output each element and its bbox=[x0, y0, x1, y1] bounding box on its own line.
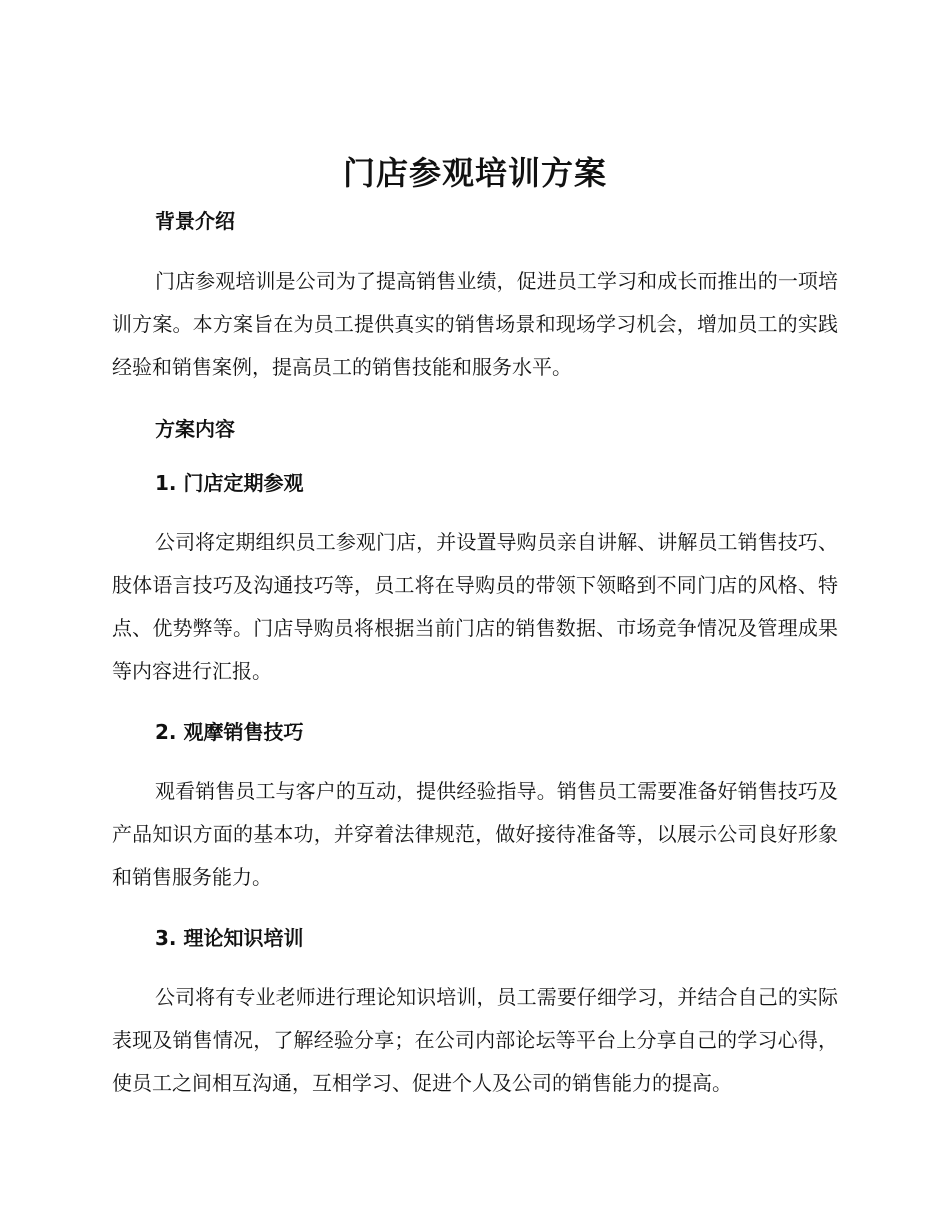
paragraph-theory-training: 公司将有专业老师进行理论知识培训，员工需要仔细学习，并结合自己的实际表现及销售情况，了解经验分享；在公司内部论坛等平台上分享自己的学习心得，使员工之间相互沟通，互相学习、促进个人及公司的销售能力的提高。 bbox=[112, 985, 838, 1095]
section-heading-content: 方案内容 bbox=[155, 417, 235, 441]
subsection-heading-theory-training: 3. 理论知识培训 bbox=[155, 926, 304, 950]
subsection-heading-store-visit: 1. 门店定期参观 bbox=[155, 471, 304, 495]
paragraph-store-visit: 公司将定期组织员工参观门店，并设置导购员亲自讲解、讲解员工销售技巧、肢体语言技巧及沟通技巧等，员工将在导购员的带领下领略到不同门店的风格、特点、优势弊等。门店导购员将根据当前门店的销售数据、市场竞争情况及管理成果等内容进行汇报。 bbox=[112, 530, 838, 683]
subsection-heading-sales-observation: 2. 观摩销售技巧 bbox=[155, 720, 304, 744]
paragraph-background: 门店参观培训是公司为了提高销售业绩，促进员工学习和成长而推出的一项培训方案。本方案旨在为员工提供真实的销售场景和现场学习机会，增加员工的实践经验和销售案例，提高员工的销售技能和服务水平。 bbox=[112, 269, 838, 379]
paragraph-sales-observation: 观看销售员工与客户的互动，提供经验指导。销售员工需要准备好销售技巧及产品知识方面的基本功，并穿着法律规范，做好接待准备等，以展示公司良好形象和销售服务能力。 bbox=[112, 779, 838, 889]
document-title: 门店参观培训方案 bbox=[342, 154, 607, 192]
section-heading-background: 背景介绍 bbox=[155, 209, 235, 233]
